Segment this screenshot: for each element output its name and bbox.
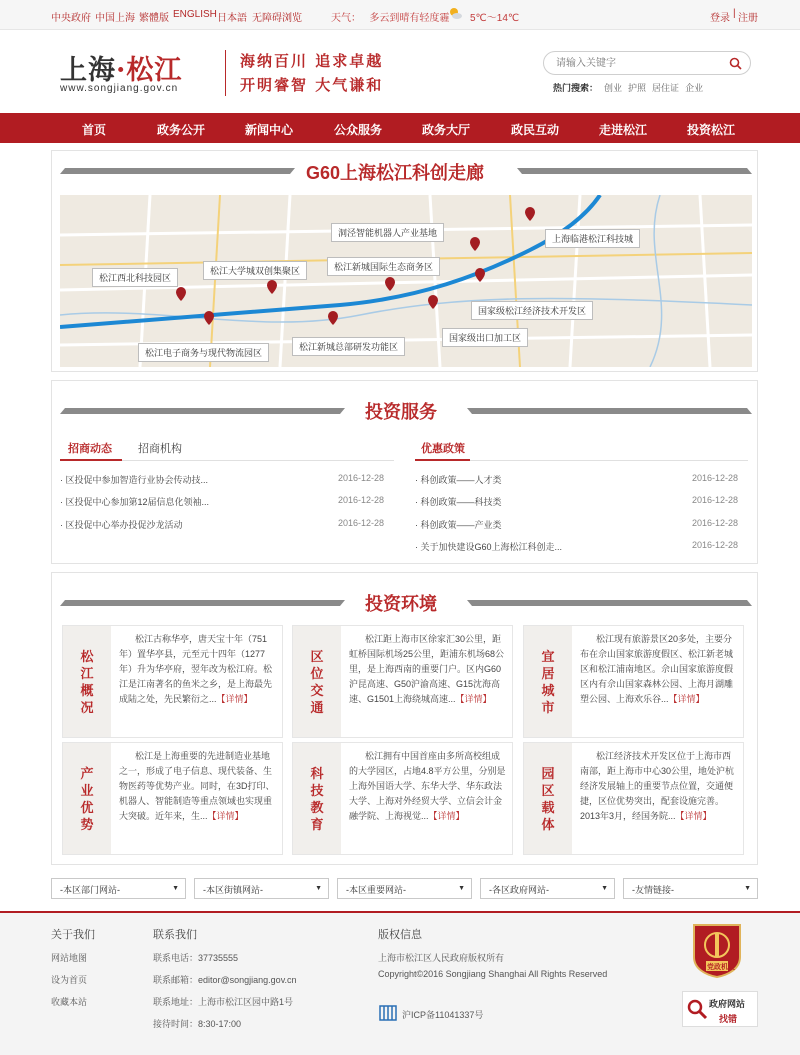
nav-interaction[interactable]: 政民互动 (511, 123, 560, 137)
list-item-date: 2016-12-28 (338, 495, 385, 505)
link-central-gov[interactable]: 中央政府 (51, 13, 91, 24)
select-town-sites[interactable]: -本区街镇网站- ▼ (194, 878, 329, 899)
nav-service-hall[interactable]: 政务大厅 (422, 123, 471, 137)
site-logo[interactable] (60, 48, 182, 87)
card-title: 宜 居 城 市 (541, 648, 555, 715)
link-shanghai[interactable]: 中国上海 (95, 13, 135, 24)
hot-keyword[interactable]: 居住证 (652, 83, 680, 93)
logo-dot: · (116, 55, 127, 86)
chevron-down-icon: ▼ (315, 885, 322, 892)
map-label[interactable]: 松江西北科技园区 (92, 268, 178, 287)
party-badge-label: 党政机关 (707, 964, 735, 971)
card-title: 产 业 优 势 (80, 765, 94, 832)
nav-news[interactable]: 新闻中心 (245, 123, 294, 137)
card-more-link[interactable]: 【详情】 (428, 811, 465, 821)
env-card-livable[interactable] (523, 625, 744, 738)
temperature: 5℃～14℃ (470, 13, 520, 24)
corridor-map[interactable] (60, 195, 752, 367)
topbar-separator: | (733, 8, 736, 19)
list-item-date: 2016-12-28 (338, 518, 385, 528)
list-item[interactable]: · 关于加快建设G60上海松江科创走... (415, 542, 563, 552)
footer-hours: 接待时间：8:30-17:00 (153, 1019, 242, 1029)
link-accessibility[interactable]: 无障碍浏览 (252, 13, 302, 24)
map-label[interactable]: 松江新城总部研发功能区 (292, 337, 405, 356)
card-more-link[interactable]: 【详情】 (668, 694, 705, 704)
find-error-line1: 政府网站 (709, 999, 746, 1009)
card-text: 松江拥有中国首座由多所高校组成的大学园区，占地4.8平方公里，分别是上海外国语大学、东华大学、华东政法大学、上海对外经贸大学、立信会计金融学院、上海视觉...【详情】 (349, 751, 506, 821)
chevron-down-icon: ▼ (744, 885, 751, 892)
list-item[interactable]: · 科创政策——人才类 (415, 475, 502, 485)
icp-shield-icon (378, 1003, 398, 1023)
map-label[interactable]: 洞泾智能机器人产业基地 (331, 223, 444, 242)
party-gov-badge[interactable] (688, 921, 746, 979)
map-label[interactable]: 松江电子商务与现代物流园区 (138, 343, 269, 362)
magnifier-icon (686, 998, 708, 1020)
corridor-title: G60上海松江科创走廊 (306, 163, 485, 183)
footer-link-bookmark[interactable]: 收藏本站 (51, 997, 88, 1007)
find-error-line2: 找错 (719, 1014, 738, 1024)
list-item[interactable]: · 科创政策——产业类 (415, 520, 502, 530)
card-title: 园 区 载 体 (541, 765, 555, 832)
card-more-link[interactable]: 【详情】 (675, 811, 712, 821)
tab-investment-news[interactable]: 招商动态 (68, 443, 112, 455)
find-error-badge[interactable] (682, 991, 758, 1027)
hot-search-label: 热门搜索： (553, 83, 599, 93)
footer-about-title: 关于我们 (51, 929, 95, 941)
tab-investment-agencies[interactable]: 招商机构 (138, 443, 182, 455)
hot-keyword[interactable]: 创业 (604, 83, 623, 93)
nav-home[interactable]: 首页 (82, 123, 107, 137)
list-item-date: 2016-12-28 (692, 540, 739, 550)
list-item-date: 2016-12-28 (338, 473, 385, 483)
card-text: 松江现有旅游景区20多处，主要分布在佘山国家旅游度假区、松江新老城区和松江浦南地区。佘山国家旅游度假区内有佘山国家森林公园、上海月湖雕塑公园、上海欢乐谷...【详情】 (580, 634, 734, 704)
weather-text: 天气： 多云到晴有轻度霾 (331, 13, 450, 24)
slogan-line-2: 开明睿智 大气谦和 (240, 76, 384, 94)
select-friendly-links[interactable]: -友情链接- ▼ (623, 878, 758, 899)
list-item-date: 2016-12-28 (692, 495, 739, 505)
select-department-sites[interactable]: -本区部门网站- ▼ (51, 878, 186, 899)
footer-contact-title: 联系我们 (153, 929, 197, 941)
footer-link-sitemap[interactable]: 网站地图 (51, 953, 88, 963)
login-link[interactable]: 登录 (710, 13, 730, 24)
map-label[interactable]: 上海临港松江科技城 (545, 229, 640, 248)
card-text: 松江距上海市区徐家汇30公里，距虹桥国际机场25公里，距浦东机场68公里，是上海西南的重要门户。区内G60沪昆高速、G50沪渝高速、G15沈海高速、G1501上海绕城高速...【详情】 (349, 634, 505, 704)
link-traditional[interactable]: 繁體版 (139, 13, 169, 24)
map-label[interactable]: 松江新城国际生态商务区 (327, 257, 440, 276)
select-important-sites[interactable]: -本区重要网站- ▼ (337, 878, 472, 899)
list-item[interactable]: · 区投促中心参加第12届信息化领袖... (60, 497, 210, 507)
search-input[interactable] (556, 56, 716, 70)
chevron-down-icon: ▼ (601, 885, 608, 892)
list-item-date: 2016-12-28 (692, 518, 739, 528)
card-more-link[interactable]: 【详情】 (216, 694, 253, 704)
hot-keyword[interactable]: 企业 (685, 83, 704, 93)
main-nav (0, 113, 800, 143)
footer-icp[interactable]: 沪ICP备11041337号 (402, 1010, 484, 1020)
card-title: 区 位 交 通 (310, 648, 324, 715)
logo-divider (225, 50, 226, 96)
footer-email[interactable]: 联系邮箱：editor@songjiang.gov.cn (153, 975, 297, 985)
env-card-overview[interactable] (62, 625, 283, 738)
list-item[interactable]: · 区投促中心举办投促沙龙活动 (60, 520, 183, 530)
nav-about-songjiang[interactable]: 走进松江 (599, 123, 648, 137)
tab-active-marker (60, 459, 122, 461)
search-icon[interactable] (729, 57, 742, 70)
select-district-sites[interactable]: -各区政府网站- ▼ (480, 878, 615, 899)
hot-search (553, 81, 703, 94)
link-japanese[interactable]: 日本語 (217, 13, 247, 24)
env-card-parks[interactable] (523, 742, 744, 855)
environment-title: 投资环境 (365, 594, 437, 614)
nav-invest[interactable]: 投资松江 (687, 123, 736, 137)
card-more-link[interactable]: 【详情】 (455, 694, 492, 704)
card-title: 松 江 概 况 (80, 648, 94, 715)
card-text: 松江是上海重要的先进制造业基地之一，形成了电子信息、现代装备、生物医药等优势产业。同时，在3D打印、机器人、智能制造等重点领域也实现重大突破。近年来，生...【详情】 (119, 751, 275, 821)
chevron-down-icon: ▼ (172, 885, 179, 892)
link-english[interactable]: ENGLISH (173, 9, 217, 20)
env-card-education[interactable] (292, 742, 513, 855)
footer-link-homepage[interactable]: 设为首页 (51, 975, 88, 985)
footer-copyright-title: 版权信息 (378, 929, 422, 941)
map-label[interactable]: 国家级出口加工区 (442, 328, 528, 347)
footer-copyright-en: Copyright©2016 Songjiang Shanghai All Rights Reserved (378, 969, 608, 979)
card-title: 科 技 教 育 (310, 765, 324, 832)
register-link[interactable]: 注册 (738, 13, 758, 24)
footer-address: 联系地址：上海市松江区园中路1号 (153, 997, 294, 1007)
footer-phone: 联系电话：37735555 (153, 953, 239, 963)
logo-text-shanghai: 上海 (60, 55, 116, 86)
chevron-down-icon: ▼ (458, 885, 465, 892)
card-text: 松江古称华亭，唐天宝十年（751年）置华亭县，元至元十四年（1277年）升为华亭府，翌年改为松江府。松江是江南著名的鱼米之乡，是上海最先成陆之处，先民繁衍之...【详情】 (119, 634, 273, 704)
list-item[interactable]: · 区投促中参加智造行业协会传动技... (60, 475, 209, 485)
tab-active-marker (415, 459, 470, 461)
list-item-date: 2016-12-28 (692, 473, 739, 483)
nav-gov-affairs[interactable]: 政务公开 (157, 123, 206, 137)
card-text: 松江经济技术开发区位于上海市西南部，距上海市中心30公里，地处沪杭经济发展轴上的重要节点位置，交通便捷，区位优势突出，配套设施完善。2013年3月，经国务院...【详情】 (580, 751, 735, 821)
card-more-link[interactable]: 【详情】 (207, 811, 244, 821)
service-title: 投资服务 (365, 402, 437, 422)
top-bar (0, 0, 800, 30)
search-box (543, 51, 751, 75)
map-label[interactable]: 松江大学城双创集聚区 (203, 261, 307, 280)
list-item[interactable]: · 科创政策——科技类 (415, 497, 502, 507)
map-label[interactable]: 国家级松江经济技术开发区 (471, 301, 593, 320)
hot-keyword[interactable]: 护照 (628, 83, 647, 93)
tab-preferential-policies[interactable]: 优惠政策 (421, 443, 465, 455)
env-card-industry[interactable] (62, 742, 283, 855)
env-card-location[interactable] (292, 625, 513, 738)
footer-copyright-owner: 上海市松江区人民政府版权所有 (378, 953, 505, 963)
nav-public-service[interactable]: 公众服务 (334, 123, 383, 137)
logo-text-songjiang: 松江 (126, 55, 183, 86)
weather-sun-icon (448, 6, 462, 20)
slogan-line-1: 海纳百川 追求卓越 (240, 52, 384, 70)
footer (0, 911, 800, 1055)
logo-url: www.songjiang.gov.cn (60, 83, 179, 94)
